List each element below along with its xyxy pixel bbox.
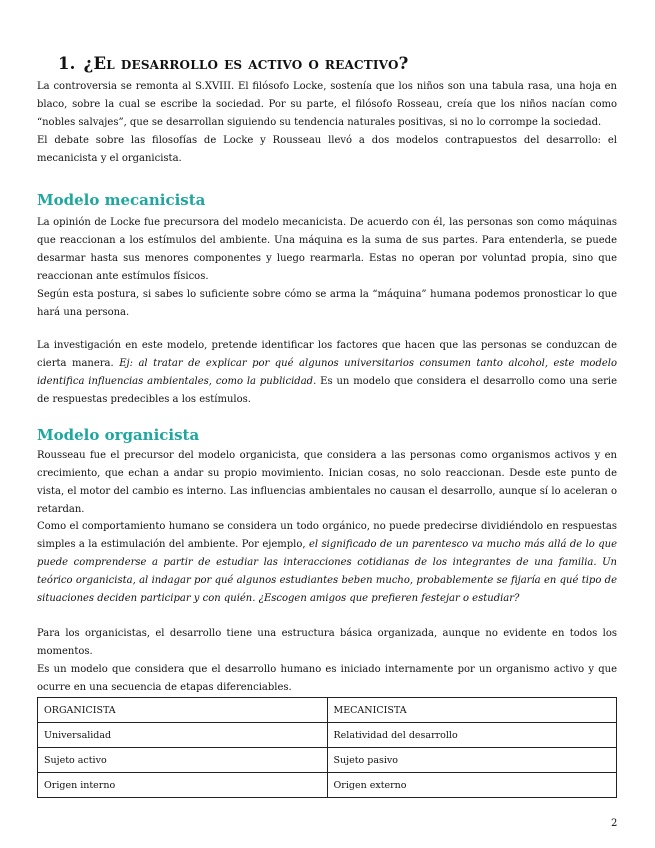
intro-paragraph-1: La controversia se remonta al S.XVIII. El filósofo Locke, sostenía que los niños son una tabula rasa, una hoja en blaco, sobre la cual se escribe la sociedad. Por su parte, el filósofo Rosseau, creía que los niños nacían como “nobles salvajes”, que se desarrollan siguiendo su tendencia naturales positivas, si no lo corrompe la sociedad. bbox=[37, 81, 617, 128]
organicista-paragraph-2: Como el comportamiento humano se considera un todo orgánico, no puede predecirse dividiéndolo en respuestas simples a la estimulación del ambiente. Por ejemplo, el significado de un parentesco va mucho más allá de lo que puede comprenderse a partir de estudiar las interacciones cotidianas de los integrantes de una familia. Un teórico organicista, al indagar por qué algunos estudiantes beben mucho, probablemente se fijaría en qué tipo de situaciones deciden participar y con quién. ¿Escogen amigos que prefieren festejar o estudiar? bbox=[37, 521, 617, 604]
organicista-example: el significado de un parentesco va mucho más allá de lo que puede comprenderse a partir de estudiar las interacciones cotidianas de los integrantes de una familia. Un teórico organicista, al indagar por qué algunos estudiantes beben mucho, probablemente se fijaría en qué tipo de situaciones deciden participar y con quién. ¿Escogen amigos que prefieren festejar o estudiar? bbox=[37, 539, 617, 604]
table-cell: Origen interno bbox=[38, 773, 328, 798]
mecanicista-paragraph-2: Según esta postura, si sabes lo suficiente sobre cómo se arma la “máquina” humana podemos pronosticar lo que hará una persona. bbox=[37, 289, 617, 318]
table-cell: Sujeto pasivo bbox=[327, 748, 617, 773]
table-row bbox=[38, 748, 617, 773]
table-header-row bbox=[38, 698, 617, 723]
mecanicista-paragraph-1: La opinión de Locke fue precursora del modelo mecanicista. De acuerdo con él, las personas son como máquinas que reaccionan a los estímulos del ambiente. Una máquina es la suma de sus partes. Para entenderla, se puede desarmar hasta sus menores componentes y luego rearmarla. Estas no operan por voluntad propia, sino que reaccionan ante estímulos físicos. bbox=[37, 217, 617, 282]
intro-paragraph-2: El debate sobre las filosofías de Locke y Rousseau llevó a dos modelos contrapuestos del desarrollo: el mecanicista y el organicista. bbox=[37, 135, 617, 164]
mecanicista-heading: Modelo mecanicista bbox=[37, 191, 206, 209]
mecanicista-research-block bbox=[37, 337, 617, 409]
mecanicista-block bbox=[37, 214, 617, 322]
mecanicista-paragraph-3: La investigación en este modelo, pretende identificar los factores que hacen que las personas se conduzcan de cierta manera. Ej: al tratar de explicar por qué algunos universitarios consumen tanto alcohol, este modelo identifica influencias ambientales, como la publicidad. Es un modelo que considera el desarrollo como una serie de respuestas predecibles a los estímulos. bbox=[37, 340, 618, 405]
organicista-example-block bbox=[37, 518, 617, 608]
table-row bbox=[38, 773, 617, 798]
comparison-table bbox=[37, 697, 617, 798]
organicista-heading: Modelo organicista bbox=[37, 426, 200, 444]
organicista-block bbox=[37, 447, 617, 519]
table-cell: Sujeto activo bbox=[38, 748, 328, 773]
mecanicista-example: Ej: al tratar de explicar por qué algunos universitarios consumen tanto alcohol, este modelo identifica influencias ambientales, como la publicidad. bbox=[37, 358, 617, 387]
organicista-summary-block bbox=[37, 625, 617, 697]
organicista-paragraph-3: Para los organicistas, el desarrollo tiene una estructura básica organizada, aunque no evidente en todos los momentos. bbox=[37, 628, 617, 657]
section-title-text: ¿El desarrollo es activo o reactivo? bbox=[83, 54, 409, 73]
table-header-cell: ORGANICISTA bbox=[38, 698, 328, 723]
organicista-paragraph-4: Es un modelo que considera que el desarrollo humano es iniciado internamente por un organismo activo y que ocurre en una secuencia de etapas diferenciables. bbox=[37, 664, 617, 693]
page-number: 2 bbox=[611, 818, 618, 829]
table-header-cell: MECANICISTA bbox=[327, 698, 617, 723]
section-title bbox=[58, 54, 408, 73]
table-cell: Universalidad bbox=[38, 723, 328, 748]
organicista-paragraph-1: Rousseau fue el precursor del modelo organicista, que considera a las personas como organismos activos y en crecimiento, que echan a andar su propio movimiento. Inician cosas, no solo reaccionan. Desde este punto de vista, el motor del cambio es interno. Las influencias ambientales no causan el desarrollo, aunque sí lo aceleran o retardan. bbox=[37, 450, 617, 515]
intro-block bbox=[37, 78, 617, 168]
table-row bbox=[38, 723, 617, 748]
table-cell: Relatividad del desarrollo bbox=[327, 723, 617, 748]
section-number: 1. bbox=[58, 54, 76, 73]
table-cell: Origen externo bbox=[327, 773, 617, 798]
